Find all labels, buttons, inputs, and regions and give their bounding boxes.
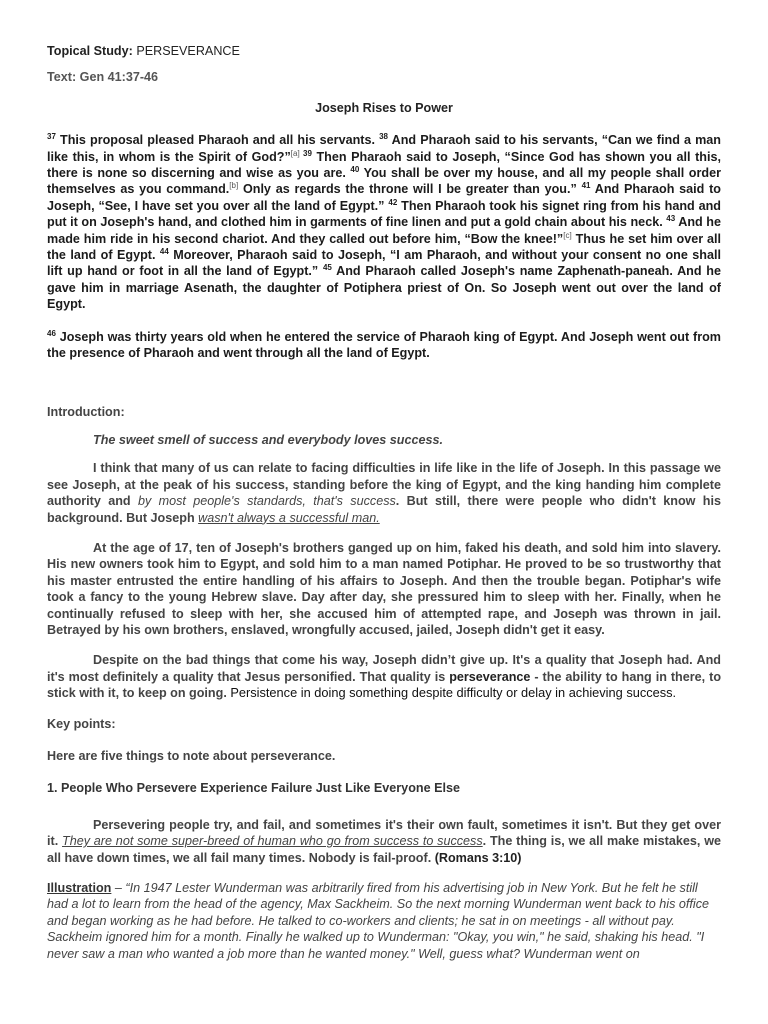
scripture-paragraph-1 [47,132,721,312]
verse-text: Thus he set him over all the land of Egypt. [47,231,721,263]
introduction-heading: Introduction: [47,404,125,419]
intro-emphasis: by most people's standards, that's success [137,494,396,509]
intro-text: Despite on the bad things that come his way, Joseph didn’t give up. It's a quality that Joseph had. And it's most definitely a quality that Jesus personified. That quality is [47,653,721,684]
verse-text: Then Pharaoh took his signet ring from his hand and put it on Joseph's hand, and clothed him in garments of fine linen and put a gold chain about his neck. [47,198,722,230]
verse-text: This proposal pleased Pharaoh and all his servants. [55,133,380,148]
verse-number: 42 [388,197,398,207]
illustration-paragraph [47,880,721,962]
footnote-link[interactable]: [c] [563,230,572,240]
verse-number: 39 [299,148,312,158]
footnote-link[interactable]: [b] [229,181,239,191]
point-1-paragraph [47,817,721,866]
verse-text: Moreover, Pharaoh said to Joseph, “I am Pharaoh, and without your consent no one shall lift up hand or foot in all the land of Egypt.” [47,248,721,279]
topic-label: Topical Study: [47,44,133,58]
verse-text: You shall be over my house, and all my people shall order themselves as you command. [47,166,721,197]
verse-text: And he made him ride in his second chariot. And they called out before him, “Bow the knee!” [47,215,721,246]
verse-text: Joseph was thirty years old when he entered the service of Pharaoh king of Egypt. And Joseph went out from the presence of Pharaoh and went through all the land of Egypt. [47,329,721,361]
intro-text: - the ability to hang in there, to stick with it, to keep on going. [47,669,722,701]
verse-number: 45 [322,263,332,273]
scripture-reference: (Romans 3:10) [434,850,522,865]
verse-number: 43 [666,214,676,224]
intro-text: . But still, there were people who didn't know his background. But Joseph [47,494,721,525]
illustration-text: – “In 1947 Lester Wunderman was arbitrarily fired from his advertising job in New York. But he felt he still had a lot to learn from the head of the agency, Max Sackheim. So the next morning Wunderman went back to his office and began working as he had before. He talked to co-workers and clients; he sat in on meetings - all without pay. Sackheim ignored him for a month. Finally he walked up to Wunderman: "Okay, you win," he said, shaking his head. "I never saw a man who wanted a job more than he wanted money." Well, guess what? Wunderman went on [47,881,709,961]
scripture-paragraph-2 [47,329,721,362]
intro-paragraph-2: At the age of 17, ten of Joseph's brothers ganged up on him, faked his death, and sold him into slavery. His new owners took him to Egypt, and sold him to a man named Potiphar. He proved to be so trustworthy that his master entrusted the entire handling of his affairs to Joseph. And then the trouble began. Potiphar's wife took a fancy to the young Hebrew slave. Day after day, she pressured him to sleep with her. Finally, when he continually refused to sleep with her, she accused him of attempted rape, and Joseph was thrown in jail. Betrayed by his own brothers, enslaved, wrongfully accused, jailed, Joseph didn't get it easy. [47,540,721,637]
point-1-heading: 1. People Who Persevere Experience Failure Just Like Everyone Else [47,781,460,796]
text-reference: Text: Gen 41:37-46 [47,70,159,85]
point-text: Persevering people try, and fail, and sometimes it's their own fault, sometimes it isn't. But they get over it. [47,817,721,849]
keyword-perseverance: perseverance [449,669,531,684]
verse-text: Only as regards the throne will I be greater than you.” [238,182,582,197]
topic-heading [47,43,721,59]
footnote-link[interactable]: [a] [290,148,300,158]
verse-number: 40 [350,164,360,174]
topic-value: PERSEVERANCE [136,44,240,58]
verse-number: 46 [47,328,56,338]
definition-text: Persistence in doing something despite difficulty or delay in achieving success. [230,685,677,701]
key-points-heading: Key points: [47,716,116,731]
verse-text: And Pharaoh said to his servants, “Can we find a man like this, in whom is the Spirit of God?” [47,133,721,164]
intro-underlined: wasn't always a successful man. [198,510,380,525]
intro-paragraph-3 [47,652,721,701]
verse-text: Then Pharaoh said to Joseph, “Since God has shown you all this, there is none so discerning and wise as you are. [47,149,722,181]
intro-paragraph-1 [47,460,721,526]
verse-text: And Pharaoh said to Joseph, “See, I have set you over all the land of Egypt.” [47,182,722,213]
passage-title: Joseph Rises to Power [315,100,453,115]
verse-number: 41 [581,181,591,191]
verse-number: 37 [47,132,56,142]
key-points-intro: Here are five things to note about perseverance. [47,749,336,763]
illustration-label: Illustration [47,881,112,896]
verse-number: 44 [159,246,169,256]
introduction-tagline: The sweet smell of success and everybody loves success. [93,432,443,447]
verse-text: And Pharaoh called Joseph's name Zaphenath-paneah. And he gave him in marriage Asenath, the daughter of Potiphera priest of On. So Joseph went out over the land of Egypt. [47,264,721,312]
point-underlined: They are not some super-breed of human who go from success to success [62,834,483,849]
intro-text: I think that many of us can relate to facing difficulties in life like in the life of Joseph. In this passage we see Joseph, at the peak of his success, standing before the king of Egypt, and the king handing him complete authority and [47,461,721,509]
verse-number: 38 [379,132,388,142]
point-text: . The thing is, we all make mistakes, we all have down times, we all fail many times. Nobody is fail-proof. [47,834,721,865]
